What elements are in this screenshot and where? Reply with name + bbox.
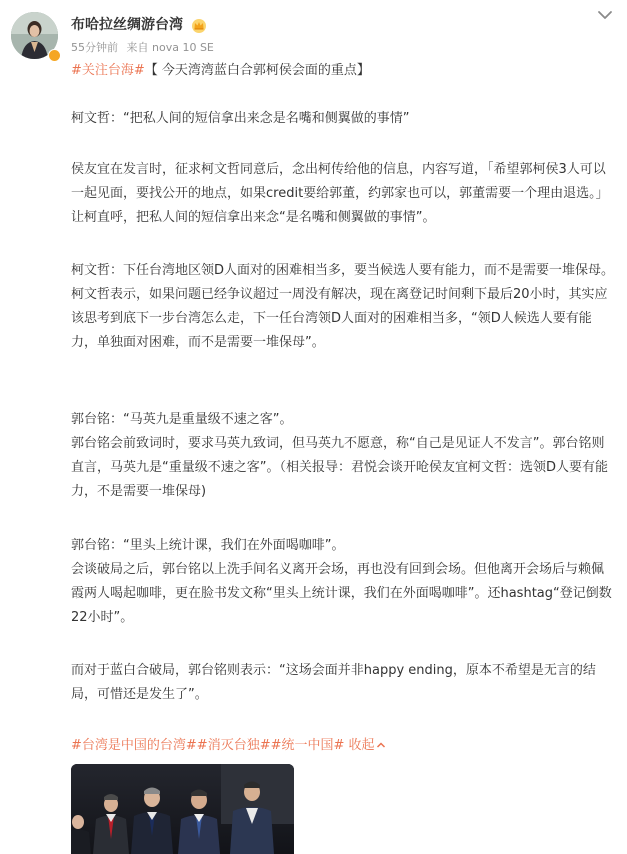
collapse-button[interactable] (349, 738, 386, 753)
hashtag-row (71, 734, 386, 758)
post-photo[interactable] (71, 764, 294, 854)
post-title: 【 今天湾湾蓝白合郭柯侯会面的重点】 (144, 63, 370, 78)
post-paragraph: 侯友宜在发言时，征求柯文哲同意后，念出柯传给他的信息，内容写道，「希望郭柯侯3人可以一起见面，要找公开的地点，如果credit要给郭董，约郭家也可以，郭董需要一个理由退选。」让柯直呼，把私人间的短信拿出来念“是名嘴和侧翼做的事情”。 (71, 162, 609, 225)
hashtag-link[interactable]: #统一中国# (270, 738, 345, 753)
post-paragraph: 柯文哲：下任台湾地区领D人面对的困难相当多，要当候选人要有能力，而不是需要一堆保母。 柯文哲表示，如果问题已经争议超过一周没有解决，现在离登记时间剩下最后20小时，其实应该思考到底下一步台湾怎么走，下一任台湾领D人面对的困难相当多，“领D人候选人要有能力，单独面对困难，而不是需要一堆保母”。 (71, 263, 615, 350)
topic-tag-link[interactable]: #关注台海# (71, 63, 145, 78)
post-time[interactable]: 55分钟前 (71, 41, 118, 54)
post-paragraph: 郭台铭：“里头上统计课，我们在外面喝咖啡”。 会谈破局之后，郭台铭以上洗手间名义离开会场，再也没有回到会场。但他离开会场后与赖佩霞两人喝起咖啡，更在脸书发文称“里头上统计课，我们在外面喝咖啡”。还hashtag“登记倒数22小时”。 (71, 538, 612, 625)
post-source: 来自 nova 10 SE (126, 41, 214, 54)
post-paragraph: 而对于蓝白合破局，郭台铭则表示：“这场会面并非happy ending，原本不希望是无言的结局，可惜还是发生了”。 (71, 663, 596, 702)
hashtag-link[interactable]: #台湾是中国的台湾# (71, 738, 197, 753)
author-name[interactable]: 布哈拉丝绸游台湾 (71, 17, 183, 33)
post-meta (71, 40, 219, 56)
verified-badge-icon (48, 49, 61, 62)
post-paragraph: 郭台铭：“马英九是重量级不速之客”。 郭台铭会前致词时，要求马英九致词，但马英九不愿意，称“自己是见证人不发言”。郭台铭则直言，马英九是“重量级不速之客”。（相关报导：君悦会谈开呛侯友宜柯文哲：选领D人要有能力，不是需要一堆保母) (71, 412, 608, 499)
chevron-up-icon (376, 740, 386, 750)
collapse-label: 收起 (348, 738, 375, 753)
post-headline (71, 59, 370, 83)
post-paragraph: 柯文哲：“把私人间的短信拿出来念是名嘴和侧翼做的事情” (71, 111, 410, 126)
hashtag-link[interactable]: #消灭台独# (196, 738, 271, 753)
chevron-down-icon[interactable] (596, 6, 614, 24)
crown-icon (190, 16, 208, 34)
